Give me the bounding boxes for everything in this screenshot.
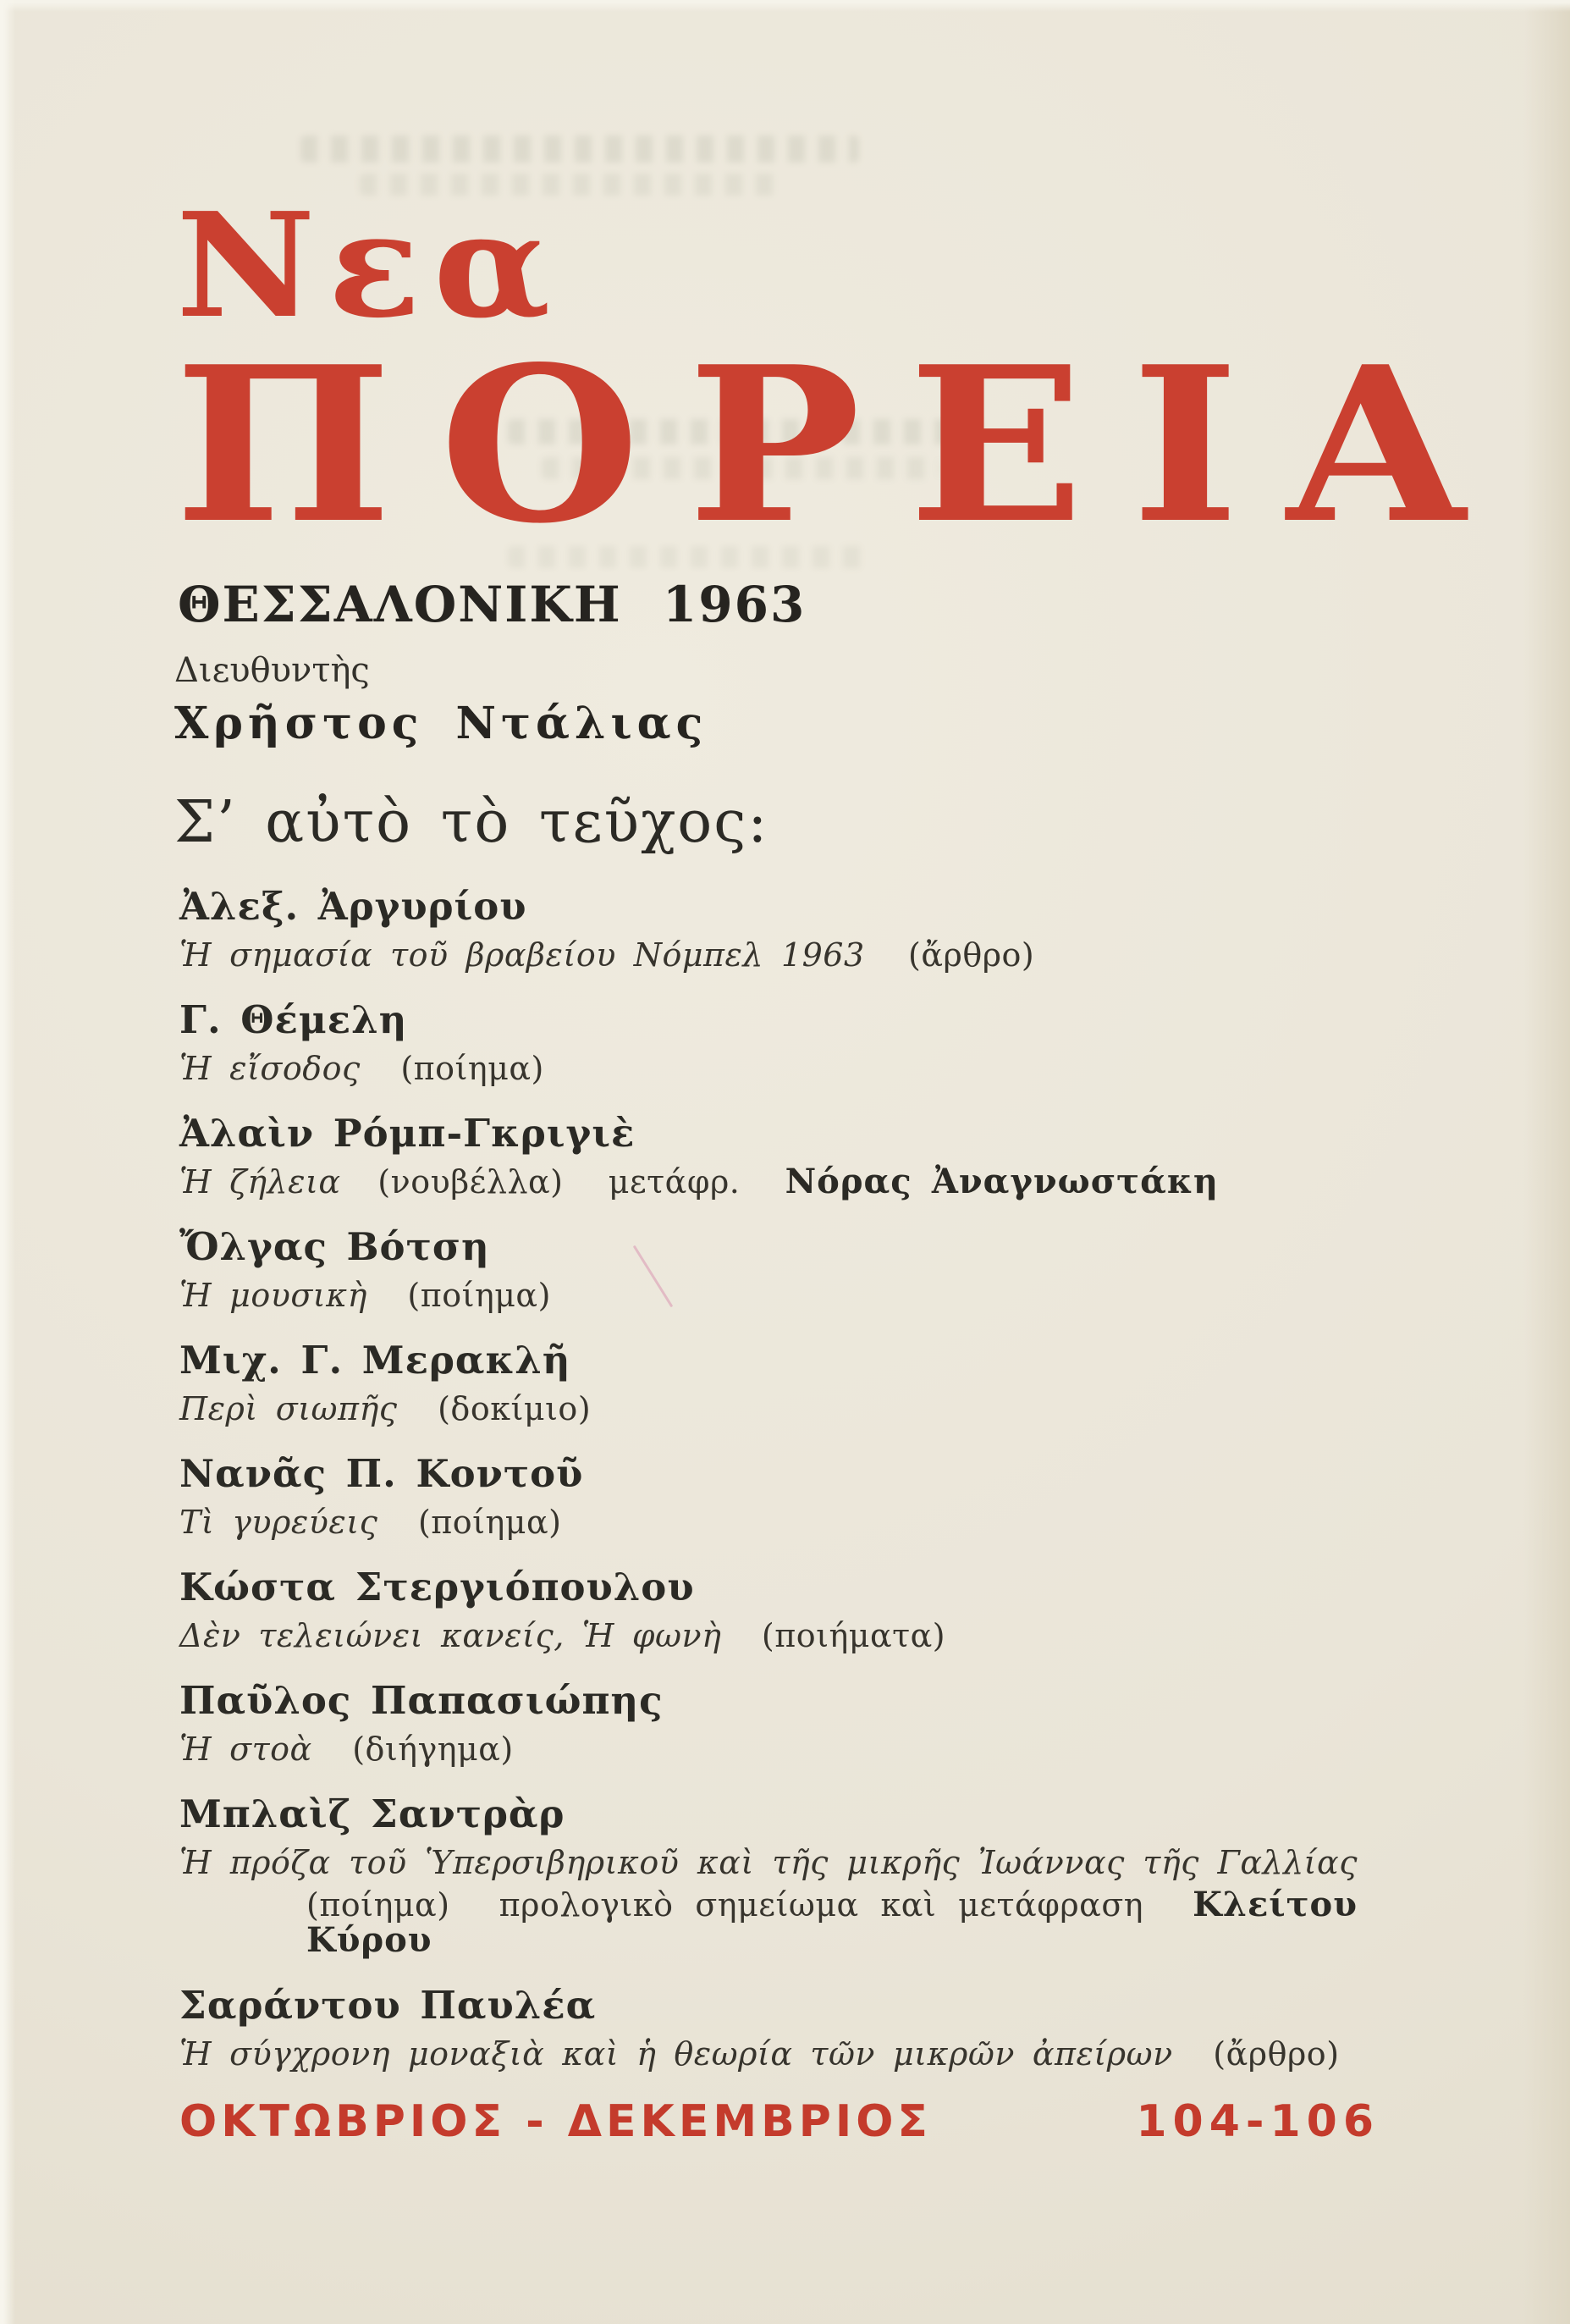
toc-entry <box>179 884 1358 974</box>
toc-entry-line <box>179 1731 1358 1767</box>
magazine-title-line1: Νεα <box>176 181 564 351</box>
magazine-title-line2: ΠΟΡΕΙΑ <box>174 320 1513 571</box>
toc-entry-author: Ἀλεξ. Ἀργυρίου <box>179 884 527 929</box>
toc-entry <box>179 1983 1358 2073</box>
toc-segment: (ποίημα) <box>400 1050 544 1087</box>
toc-entry <box>179 997 1358 1087</box>
toc-entry-author: Παῦλος Παπασιώπης <box>179 1678 664 1723</box>
toc-entry-line <box>179 1887 1358 1958</box>
toc-entry-author: Γ. Θέμελη <box>179 997 408 1042</box>
toc-entry-author: Ἀλαὶν Ρόμπ-Γκριγιὲ <box>179 1111 636 1156</box>
issue-number: 104-106 <box>1136 2096 1380 2147</box>
toc-entry-line <box>179 1164 1358 1200</box>
bleedthrough-smudge <box>300 135 859 163</box>
toc-list <box>179 884 1358 2100</box>
toc-segment: μετάφρ. <box>608 1163 741 1201</box>
toc-entry <box>179 1111 1358 1201</box>
toc-entry <box>179 1451 1358 1541</box>
toc-segment: Δὲν τελειώνει κανείς, Ἡ φωνὴ <box>179 1617 722 1654</box>
toc-entry-line <box>179 1504 1358 1540</box>
toc-segment: (ποίημα) <box>417 1504 562 1541</box>
toc-entry <box>179 1338 1358 1427</box>
toc-entry-line <box>179 1391 1358 1427</box>
toc-segment: (ἄρθρο) <box>908 936 1035 974</box>
toc-segment: Ἡ εἴσοδος <box>179 1050 361 1087</box>
toc-segment: (δοκίμιο) <box>438 1390 592 1427</box>
toc-entry-author: Νανᾶς Π. Κοντοῦ <box>179 1451 584 1496</box>
toc-segment: Ἡ ζήλεια <box>179 1163 341 1201</box>
toc-segment: Ἡ πρόζα τοῦ Ὑπερσιβηρικοῦ καὶ τῆς μικρῆς Ἰωάννας τῆς Γαλλίας <box>179 1844 1358 1881</box>
city-year: ΘΕΣΣΑΛΟΝΙΚΗ 1963 <box>178 576 807 633</box>
toc-segment: (ἄρθρο) <box>1213 2035 1340 2073</box>
director-name: Χρῆστος Ντάλιας <box>174 698 708 749</box>
issue-period: ΟΚΤΩΒΡΙΟΣ - ΔΕΚΕΜΒΡΙΟΣ <box>179 2096 932 2147</box>
toc-entry <box>179 1224 1358 1314</box>
toc-heading: Σ’ αὐτὸ τὸ τεῦχος: <box>174 789 769 856</box>
toc-segment: Ἡ στοὰ <box>179 1731 312 1768</box>
toc-entry-line <box>179 2036 1358 2072</box>
toc-entry-line <box>179 1845 1358 1880</box>
toc-segment: Τὶ γυρεύεις <box>179 1504 378 1541</box>
director-label: Διευθυντὴς <box>174 651 370 690</box>
toc-entry <box>179 1678 1358 1768</box>
toc-segment: Κλείτου Κύρου <box>306 1885 1358 1960</box>
toc-entry-line <box>179 1278 1358 1313</box>
toc-entry <box>179 1791 1358 1960</box>
toc-entry-author: Σαράντου Παυλέα <box>179 1983 597 2028</box>
toc-segment: Ἡ σύγχρονη μοναξιὰ καὶ ἡ θεωρία τῶν μικρῶν ἀπείρων <box>179 2035 1173 2073</box>
toc-entry-line <box>179 1051 1358 1086</box>
toc-segment: (διήγημα) <box>352 1731 514 1768</box>
toc-entry-author: Κώστα Στεργιόπουλου <box>179 1565 695 1609</box>
toc-segment: προλογικὸ σημείωμα καὶ μετάφραση <box>499 1886 1144 1924</box>
toc-segment: (ποίημα) <box>407 1277 551 1314</box>
toc-segment: Ἡ μουσικὴ <box>179 1277 367 1314</box>
toc-segment: Περὶ σιωπῆς <box>179 1390 398 1427</box>
toc-entry <box>179 1565 1358 1654</box>
toc-segment: Ἡ σημασία τοῦ βραβείου Νόμπελ 1963 <box>179 936 865 974</box>
toc-entry-line <box>179 1618 1358 1653</box>
footer <box>179 2096 1380 2147</box>
toc-segment: Νόρας Ἀναγνωστάκη <box>785 1162 1219 1201</box>
toc-entry-author: Ὄλγας Βότση <box>179 1224 490 1269</box>
toc-entry-author: Μιχ. Γ. Μερακλῆ <box>179 1338 571 1383</box>
toc-segment: (ποιήματα) <box>761 1617 946 1654</box>
toc-entry-author: Μπλαὶζ Σαντρὰρ <box>179 1791 565 1836</box>
toc-segment: (ποίημα) <box>306 1886 450 1924</box>
toc-segment: (νουβέλλα) <box>377 1163 564 1201</box>
toc-entry-line <box>179 937 1358 973</box>
